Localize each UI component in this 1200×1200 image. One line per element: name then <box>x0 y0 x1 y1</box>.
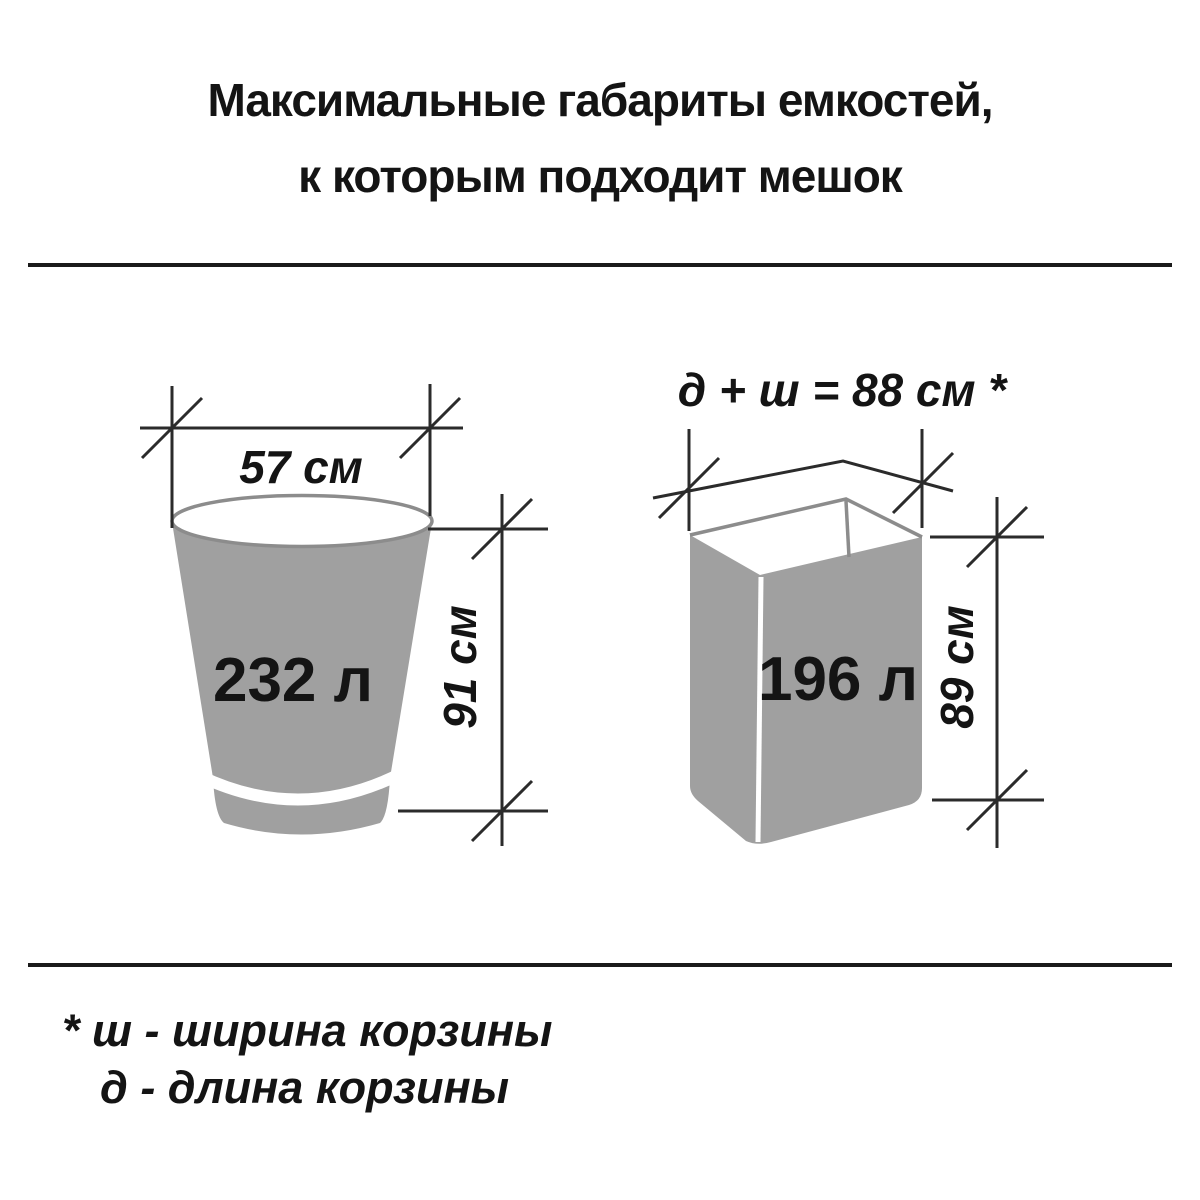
bucket-opening <box>172 496 432 547</box>
footnote <box>62 1002 552 1116</box>
basket-figure <box>690 499 922 844</box>
basket-volume-label: 196 л <box>757 645 919 714</box>
page-title-line1: Максимальные габариты емкостей, <box>207 74 993 126</box>
footnote-line1: * ш - ширина корзины <box>62 1005 553 1056</box>
bucket-height-dimension-label: 91 см <box>434 605 486 729</box>
divider-bottom <box>28 963 1172 967</box>
bucket-width-dimension-label: 57 см <box>239 441 363 493</box>
basket-height-dimension-label: 89 см <box>931 605 983 729</box>
basket-sum-dimension-label: д + ш = 88 см * <box>677 364 1007 416</box>
bucket-figure <box>172 496 432 835</box>
bucket-volume-label: 232 л <box>212 646 374 715</box>
basket-height-dimension <box>930 497 1044 848</box>
page-title-line2: к которым подходит мешок <box>298 150 902 202</box>
footnote-line2: д - длина корзины <box>100 1062 510 1113</box>
